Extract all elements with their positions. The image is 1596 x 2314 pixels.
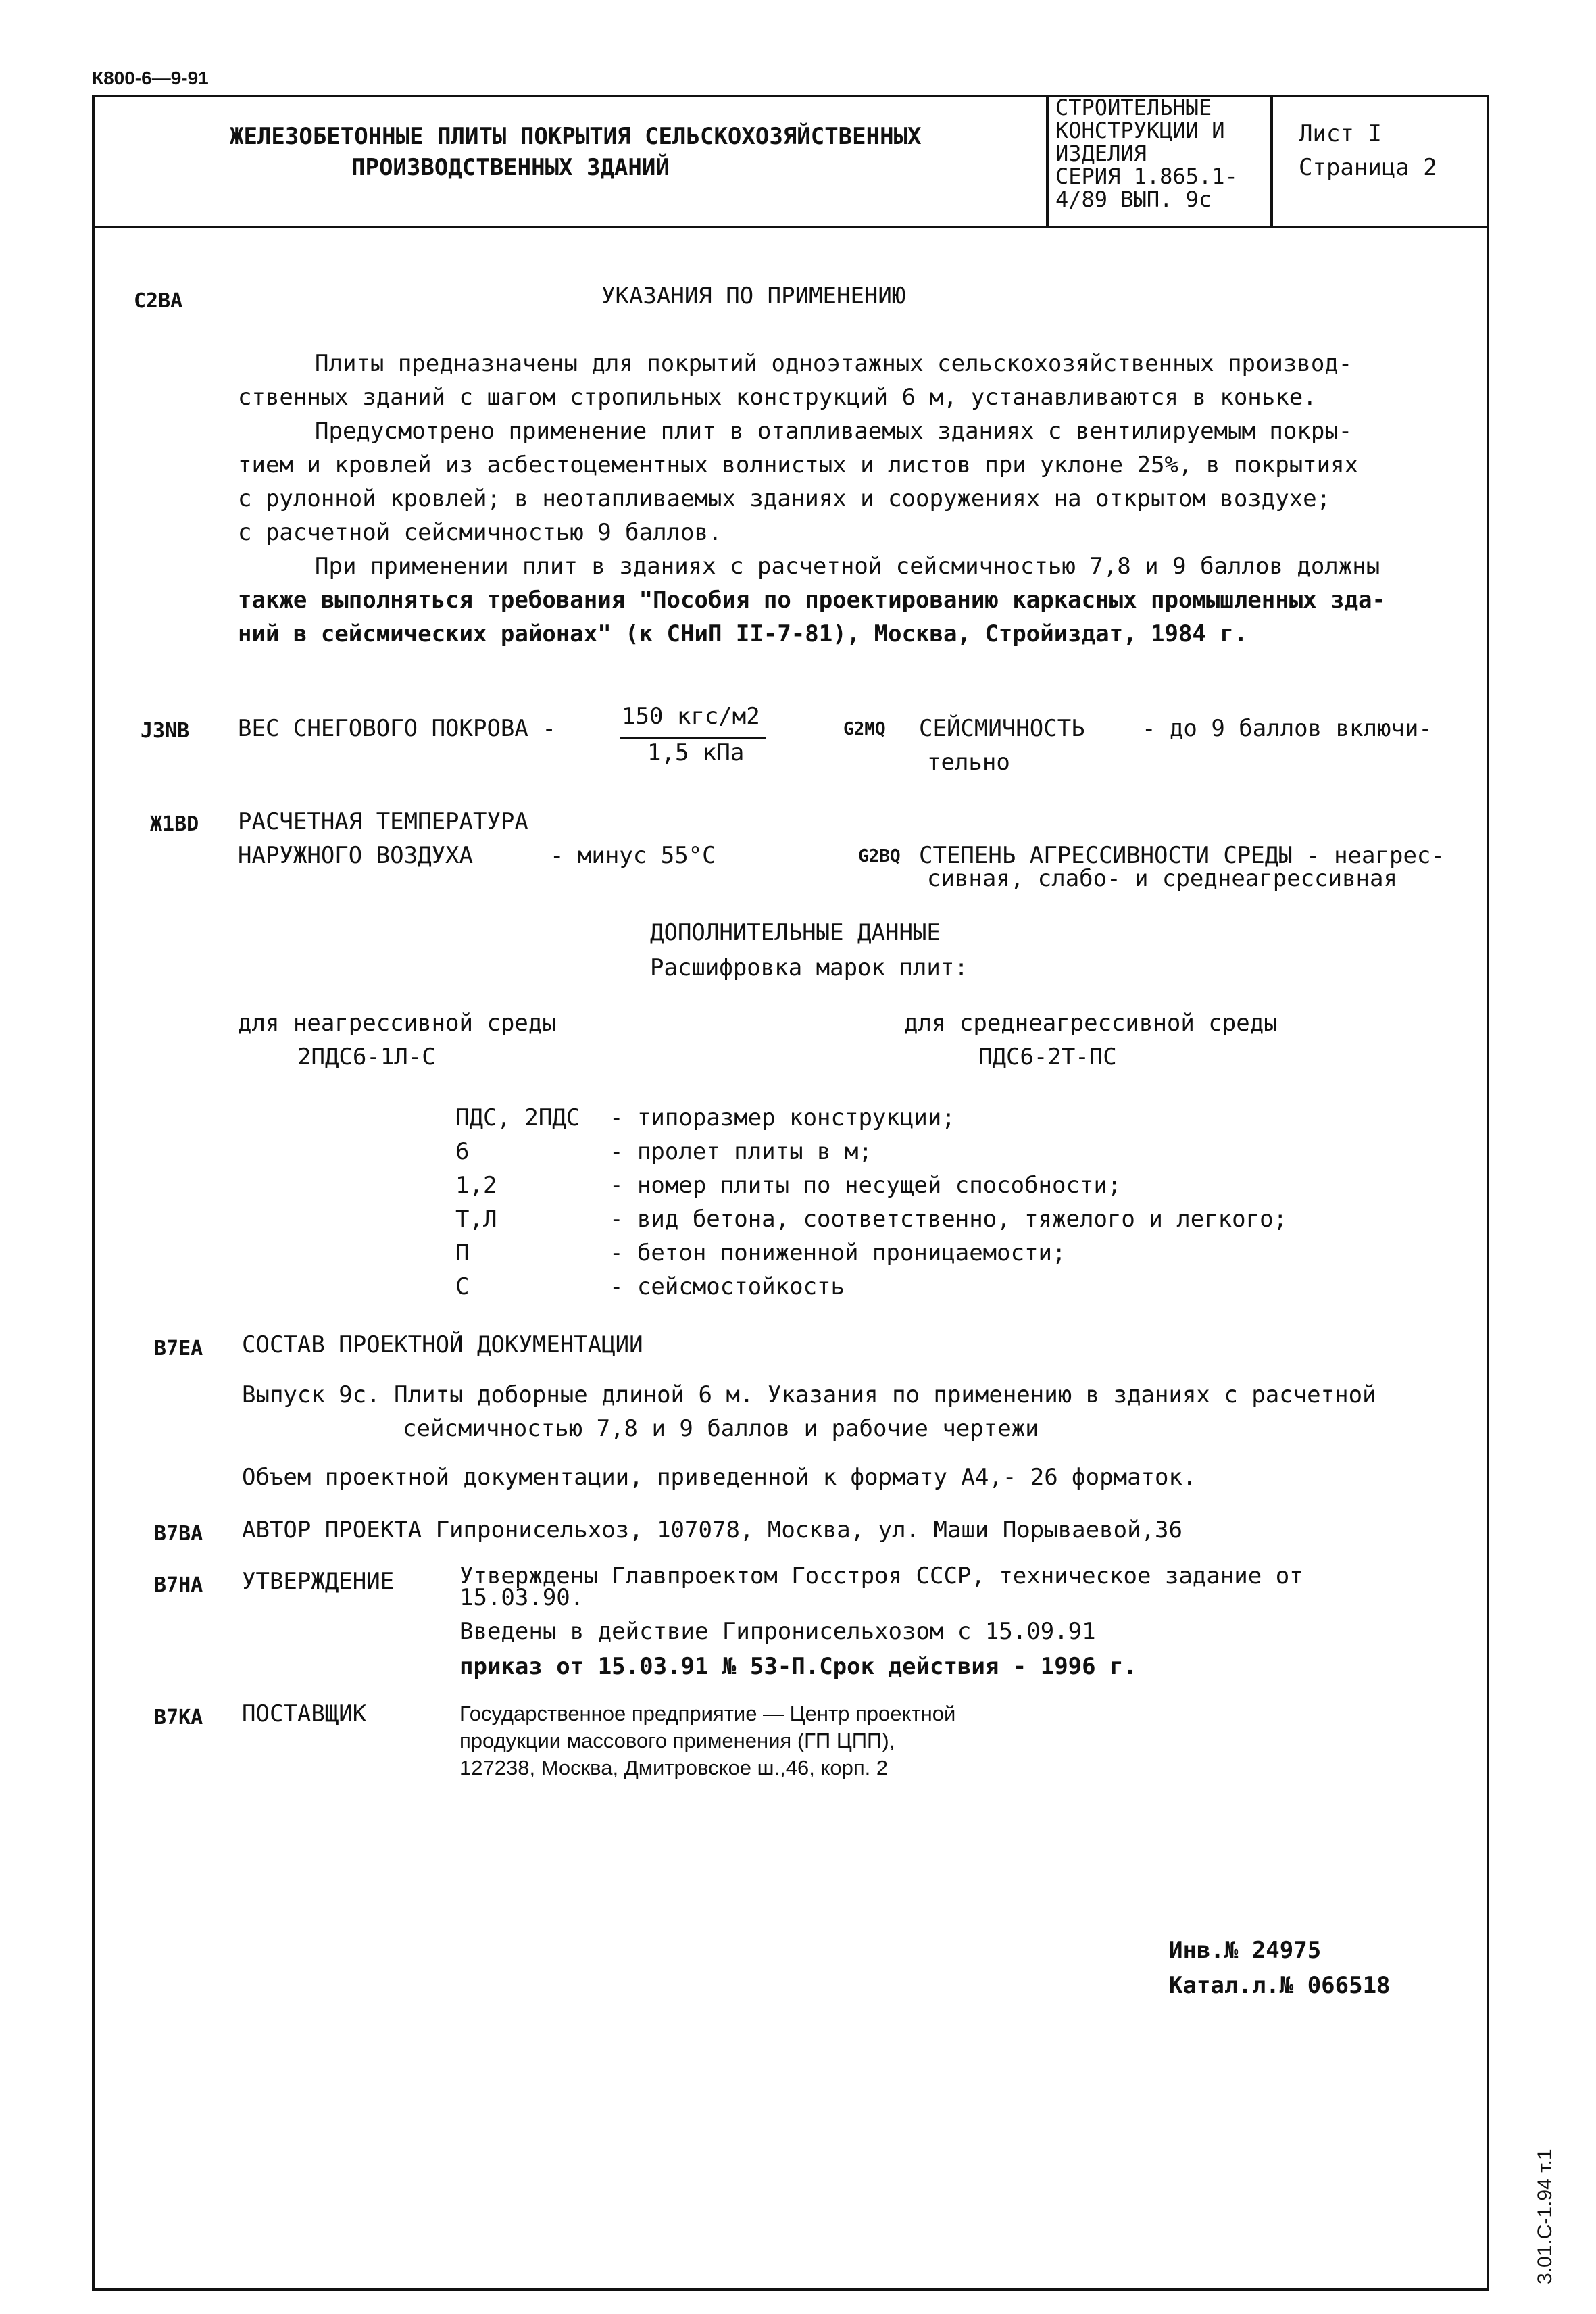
side-code: 3.01.С-1.94 т.1 <box>1534 2148 1556 2284</box>
seismic-label: СЕЙСМИЧНОСТЬ <box>919 715 1085 742</box>
temp-label-line2: НАРУЖНОГО ВОЗДУХА <box>238 842 473 869</box>
header-divider <box>92 226 1489 228</box>
aggr-label: СТЕПЕНЬ АГРЕССИВНОСТИ СРЕДЫ - неагрес- <box>919 842 1445 869</box>
para-line: ственных зданий с шагом стропильных конструкций 6 м, устанавливаются в коньке. <box>238 384 1317 411</box>
para-line: Предусмотрено применение плит в отапливаемых зданиях с вентилируемым покры- <box>315 418 1353 445</box>
supplier-line1: Государственное предприятие — Центр проектной <box>459 1702 956 1725</box>
seismic-value-line1: - до 9 баллов включи- <box>1142 715 1432 742</box>
para-line: также выполняться требования "Пособия по проектированию каркасных промышленных зда- <box>238 587 1386 614</box>
approval-label: УТВЕРЖДЕНИЕ <box>242 1568 395 1595</box>
left-env-label: для неагрессивной среды <box>238 1010 556 1037</box>
extra-subheading: Расшифровка марок плит: <box>650 954 968 981</box>
temp-code: Ж1ВD <box>150 812 199 836</box>
series-line4: СЕРИЯ 1.865.1- <box>1055 164 1238 189</box>
header-divider-left <box>1046 95 1049 227</box>
supplier-code: В7КА <box>154 1706 203 1729</box>
section-heading: УКАЗАНИЯ ПО ПРИМЕНЕНИЮ <box>601 282 906 310</box>
seismic-value-line2: тельно <box>927 749 1010 776</box>
sheet-label: Лист I <box>1299 120 1382 147</box>
para-line: ний в сейсмических районах" (к СНиП II-7-81), Москва, Стройиздат, 1984 г. <box>238 620 1248 647</box>
supplier-line2: продукции массового применения (ГП ЦПП), <box>459 1729 895 1752</box>
legend-key: С <box>455 1273 470 1300</box>
page-label: Страница 2 <box>1299 154 1437 181</box>
snow-value-bottom: 1,5 кПа <box>647 739 745 766</box>
aggr-value-line2: сивная, слабо- и среднеагрессивная <box>927 865 1397 892</box>
legend-key: 1,2 <box>455 1172 497 1199</box>
legend-desc: - типоразмер конструкции; <box>609 1104 955 1131</box>
snow-label: ВЕС СНЕГОВОГО ПОКРОВА - <box>238 715 556 742</box>
document-code: К800-6—9-91 <box>92 68 209 89</box>
legend-desc: - бетон пониженной проницаемости; <box>609 1239 1066 1266</box>
series-line1: СТРОИТЕЛЬНЫЕ <box>1055 95 1212 120</box>
composition-line1: Выпуск 9с. Плиты доборные длиной 6 м. Указания по применению в зданиях с расчетной <box>242 1381 1376 1408</box>
temp-label-line1: РАСЧЕТНАЯ ТЕМПЕРАТУРА <box>238 808 528 835</box>
snow-code: J3NB <box>141 719 190 743</box>
legend-desc: - сейсмостойкость <box>609 1273 845 1300</box>
para-line: При применении плит в зданиях с расчетной сейсмичностью 7,8 и 9 баллов должны <box>315 553 1380 580</box>
series-line3: ИЗДЕЛИЯ <box>1055 141 1147 166</box>
supplier-label: ПОСТАВЩИК <box>242 1700 367 1727</box>
aggr-code: G2BQ <box>858 846 901 866</box>
snow-value-top: 150 кгс/м2 <box>622 703 760 730</box>
composition-line2: сейсмичностью 7,8 и 9 баллов и рабочие чертежи <box>403 1415 1039 1442</box>
author-text: АВТОР ПРОЕКТА Гипронисельхоз, 107078, Москва, ул. Маши Порываевой,36 <box>242 1517 1182 1544</box>
para-line: Плиты предназначены для покрытий одноэтажных сельскохозяйственных производ- <box>315 350 1353 377</box>
section-code: С2ВА <box>134 289 183 313</box>
header-title-line1: ЖЕЛЕЗОБЕТОННЫЕ ПЛИТЫ ПОКРЫТИЯ СЕЛЬСКОХОЗЯЙСТВЕННЫХ <box>230 123 922 150</box>
approval-line2: 15.03.90. <box>459 1584 584 1611</box>
legend-key: 6 <box>455 1138 470 1165</box>
approval-code: В7НА <box>154 1573 203 1597</box>
header-title-line2: ПРОИЗВОДСТВЕННЫХ ЗДАНИЙ <box>351 154 670 181</box>
supplier-line3: 127238, Москва, Дмитровское ш.,46, корп. 2 <box>459 1756 889 1779</box>
author-code: В7ВА <box>154 1522 203 1546</box>
seismic-code: G2MQ <box>843 719 886 739</box>
left-mark: 2ПДС6-1Л-С <box>297 1043 436 1070</box>
temp-value: - минус 55°С <box>550 842 716 869</box>
para-line: тием и кровлей из асбестоцементных волнистых и листов при уклоне 25%, в покрытиях <box>238 451 1359 478</box>
approval-line3: Введены в действие Гипронисельхозом с 15.09.91 <box>459 1618 1096 1645</box>
legend-key: ПДС, 2ПДС <box>455 1104 580 1131</box>
composition-heading: СОСТАВ ПРОЕКТНОЙ ДОКУМЕНТАЦИИ <box>242 1331 643 1358</box>
approval-line1: Утверждены Главпроектом Госстроя СССР, техническое задание от <box>459 1562 1303 1590</box>
para-line: с расчетной сейсмичностью 9 баллов. <box>238 519 722 546</box>
composition-code: В7ЕА <box>154 1337 203 1360</box>
legend-key: П <box>455 1239 470 1266</box>
legend-desc: - номер плиты по несущей способности; <box>609 1172 1122 1199</box>
fraction-bar <box>620 737 766 739</box>
right-env-label: для среднеагрессивной среды <box>904 1010 1278 1037</box>
inventory-number: Инв.№ 24975 <box>1169 1937 1322 1964</box>
catalog-number: Катал.л.№ 066518 <box>1169 1972 1391 1999</box>
extra-heading: ДОПОЛНИТЕЛЬНЫЕ ДАННЫЕ <box>650 919 941 946</box>
series-line5: 4/89 ВЫП. 9с <box>1055 187 1212 212</box>
legend-desc: - вид бетона, соответственно, тяжелого и легкого; <box>609 1206 1288 1233</box>
para-line: с рулонной кровлей; в неотапливаемых зданиях и сооружениях на открытом воздухе; <box>238 485 1331 512</box>
legend-key: Т,Л <box>455 1206 497 1233</box>
right-mark: ПДС6-2Т-ПС <box>978 1043 1117 1070</box>
header-divider-right <box>1270 95 1273 227</box>
approval-line4: приказ от 15.03.91 № 53-П.Срок действия - 1996 г. <box>459 1653 1138 1680</box>
series-line2: КОНСТРУКЦИИ И <box>1055 118 1225 143</box>
legend-desc: - пролет плиты в м; <box>609 1138 872 1165</box>
composition-line3: Объем проектной документации, приведенной к формату А4,- 26 форматок. <box>242 1464 1197 1491</box>
